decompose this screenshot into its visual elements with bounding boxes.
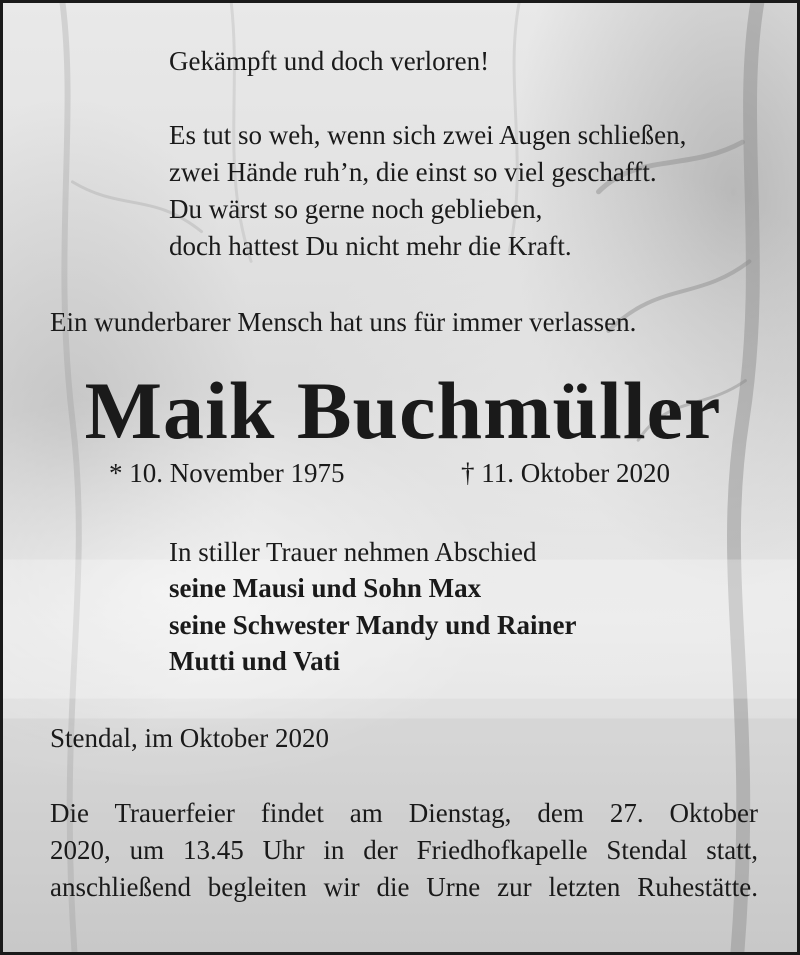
mourners-intro: In stiller Trauer nehmen Abschied [169, 537, 537, 567]
poem-line-2: Es tut so weh, wenn sich zwei Augen schließen, [169, 120, 687, 150]
death-date: † 11. Oktober 2020 [461, 458, 670, 488]
poem-line-1: Gekämpft und doch verloren! [169, 46, 490, 76]
funeral-line-3: anschließend begleiten wir die Urne zur letzten Ruhestätte. [50, 872, 758, 902]
poem-line-4: Du wärst so gerne noch geblieben, [169, 194, 543, 224]
birth-date: * 10. November 1975 [109, 458, 345, 488]
intro-text: Ein wunderbarer Mensch hat uns für immer verlassen. [50, 307, 637, 337]
funeral-line-1: Die Trauerfeier findet am Dienstag, dem 27. Oktober [50, 798, 758, 828]
poem-line-5: doch hattest Du nicht mehr die Kraft. [169, 231, 572, 261]
mourner-line-2: seine Schwester Mandy und Rainer [169, 610, 577, 640]
funeral-line-2: 2020, um 13.45 Uhr in der Friedhofkapelle Stendal statt, [50, 835, 758, 865]
poem-line-3: zwei Hände ruh’n, die einst so viel geschafft. [169, 157, 657, 187]
mourner-line-3: Mutti und Vati [169, 646, 341, 676]
place-date: Stendal, im Oktober 2020 [50, 723, 329, 753]
deceased-name: Maik Buchmüller [84, 365, 722, 456]
mourner-line-1: seine Mausi und Sohn Max [169, 573, 482, 603]
